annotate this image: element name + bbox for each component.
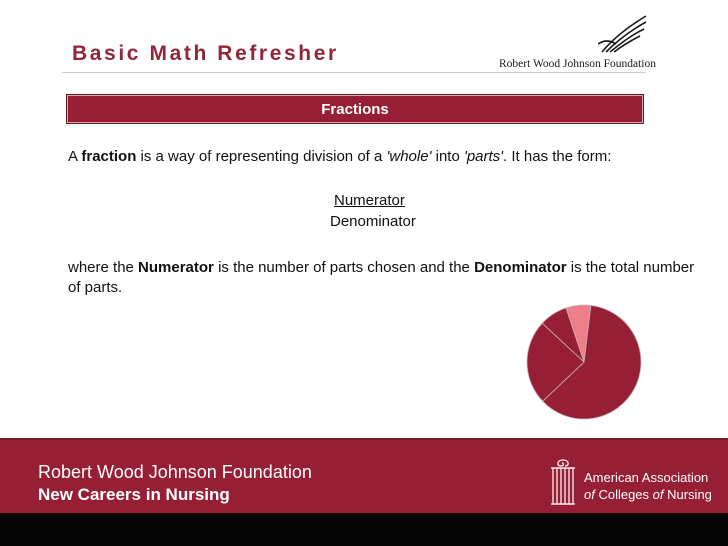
- text-run: fraction: [81, 148, 137, 165]
- denominator-label: Denominator: [330, 213, 416, 230]
- text-run: 'whole': [386, 148, 432, 165]
- text-run: 'parts': [463, 148, 504, 165]
- aacn-of-2: of: [652, 487, 664, 502]
- banner-label: Fractions: [321, 100, 389, 118]
- aacn-colleges: Colleges: [594, 487, 653, 502]
- rwjf-logo: [499, 14, 656, 70]
- aacn-line-1: American Association: [584, 470, 709, 485]
- explanation-paragraph: [68, 258, 698, 298]
- page-title: Basic Math Refresher: [72, 42, 339, 65]
- aacn-logo: [548, 458, 718, 508]
- wing-logo-icon: [598, 14, 650, 54]
- text-run: is a way of representing division of a: [136, 148, 387, 165]
- definition-text: [68, 147, 698, 167]
- aacn-line-2: [584, 487, 712, 502]
- numerator-label: Numerator: [334, 192, 405, 209]
- text-run: where the: [68, 259, 139, 276]
- text-run: into: [431, 148, 464, 165]
- text-run: A: [68, 148, 82, 165]
- aacn-nursing: Nursing: [663, 487, 712, 502]
- text-run: Denominator: [474, 259, 567, 276]
- fraction-form: [330, 190, 470, 232]
- section-banner: [66, 94, 644, 124]
- definition-paragraph: [68, 147, 698, 167]
- footer-program-name: New Careers in Nursing: [38, 485, 230, 504]
- column-seal-icon: [548, 458, 578, 508]
- text-run: Numerator: [138, 259, 214, 276]
- footer-org-name: Robert Wood Johnson Foundation: [38, 462, 312, 482]
- text-run: is the total number of parts.: [68, 259, 695, 296]
- bottom-black-bar: [0, 513, 728, 546]
- rwjf-logo-text: Robert Wood Johnson Foundation: [499, 58, 656, 70]
- pie-illustration: [522, 300, 646, 424]
- aacn-of-1: of: [584, 487, 595, 502]
- header-divider: [62, 72, 646, 73]
- text-run: . It has the form:: [503, 148, 612, 165]
- text-run: is the number of parts chosen and the: [213, 259, 475, 276]
